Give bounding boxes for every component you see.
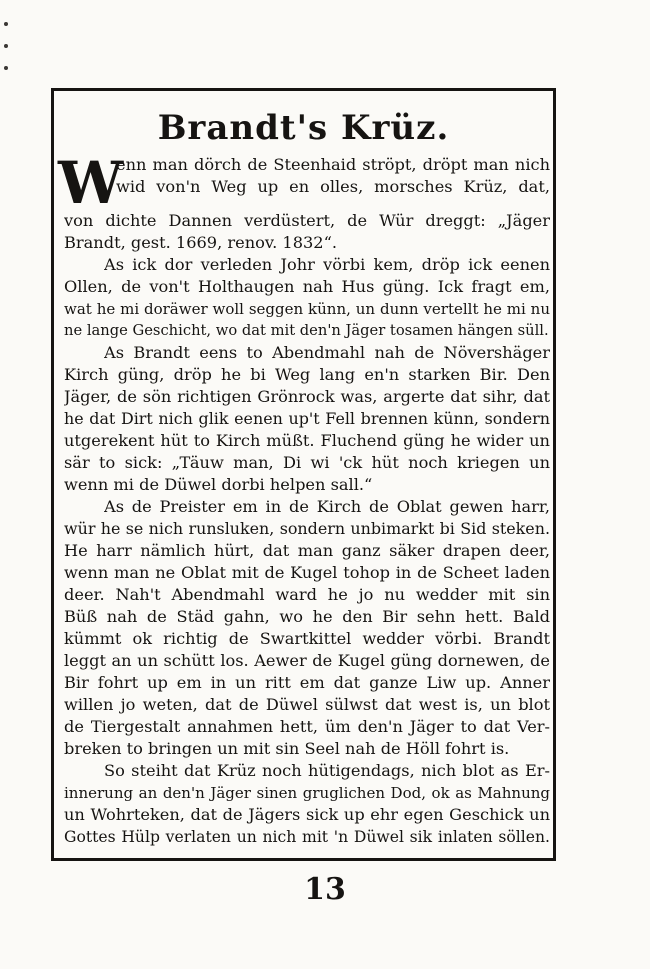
text-line: deer. Nah't Abendmahl ward he jo nu wedder mit sin (64, 585, 550, 604)
text-line: innerung an den'n Jäger sinen gruglichen Dod, ok as Mahnung (64, 784, 550, 802)
text-line: Bir fohrt up em in un ritt em dat ganze Liw up. Anner (64, 673, 550, 692)
page-number: 13 (304, 872, 346, 907)
text-line: wenn mi de Düwel dorbi helpen sall.“ (64, 475, 373, 494)
scan-speck (4, 22, 8, 26)
text-line: Jäger, de sön richtigen Grönrock was, argerte dat sihr, dat (64, 387, 550, 406)
text-line: un Wohrteken, dat de Jägers sick up ehr egen Geschick un (64, 805, 550, 824)
text-line: wenn man ne Oblat mit de Kugel tohop in de Scheet laden (64, 563, 550, 582)
page-title: Brandt's Krüz. (157, 108, 450, 148)
text-line: So steiht dat Krüz noch hütigendags, nich blot as Er- (104, 761, 550, 780)
text-line: wür he se nich runsluken, sondern unbimarkt bi Sid steken. (64, 519, 550, 538)
text-line: He harr nämlich hürt, dat man ganz säker drapen deer, (64, 541, 550, 560)
text-line: de Tiergestalt annahmen hett, üm den'n Jäger to dat Ver- (64, 717, 550, 736)
text-line: breken to bringen un mit sin Seel nah de Höll fohrt is. (64, 739, 510, 758)
text-line: sär to sick: „Täuw man, Di wi 'ck hüt noch kriegen un (64, 453, 550, 472)
text-line: willen jo weten, dat de Düwel sülwst dat west is, un blot (64, 695, 550, 714)
drop-cap: W (58, 149, 124, 217)
text-line: As de Preister em in de Kirch de Oblat gewen harr, (104, 497, 550, 516)
text-line: ne lange Geschicht, wo dat mit den'n Jäger tosamen hängen süll. (64, 322, 549, 339)
scan-speck (4, 66, 8, 70)
text-line: Gottes Hülp verlaten un nich mit 'n Düwel sik inlaten söllen. (64, 828, 550, 846)
text-line: leggt an un schütt los. Aewer de Kugel güng dornewen, de (64, 651, 550, 670)
text-line: wat he mi doräwer woll seggen künn, un dunn vertellt he mi nu (64, 300, 550, 318)
text-line: von dichte Dannen verdüstert, de Wür dreggt: „Jäger (64, 211, 550, 230)
scan-speck (4, 44, 8, 48)
text-line: wid von'n Weg up en olles, morsches Krüz, dat, (116, 177, 550, 196)
text-line: utgerekent hüt to Kirch müßt. Fluchend güng he wider un (64, 431, 550, 450)
text-line: As ick dor verleden Johr vörbi kem, dröp ick eenen (104, 255, 550, 274)
text-line: Kirch güng, dröp he bi Weg lang en'n starken Bir. Den (64, 365, 550, 384)
text-line: As Brandt eens to Abendmahl nah de Növershäger (104, 343, 550, 362)
text-line: he dat Dirt nich glik eenen up't Fell brennen künn, sondern (64, 409, 550, 428)
text-line: Ollen, de von't Holthaugen nah Hus güng. Ick fragt em, (64, 277, 550, 296)
text-line: Büß nah de Städ gahn, wo he den Bir sehn hett. Bald (64, 607, 550, 626)
text-line: enn man dörch de Steenhaid ströpt, dröpt man nich (116, 155, 550, 174)
text-line: kümmt ok richtig de Swartkittel wedder vörbi. Brandt (64, 629, 550, 648)
text-line: Brandt, gest. 1669, renov. 1832“. (64, 233, 338, 252)
